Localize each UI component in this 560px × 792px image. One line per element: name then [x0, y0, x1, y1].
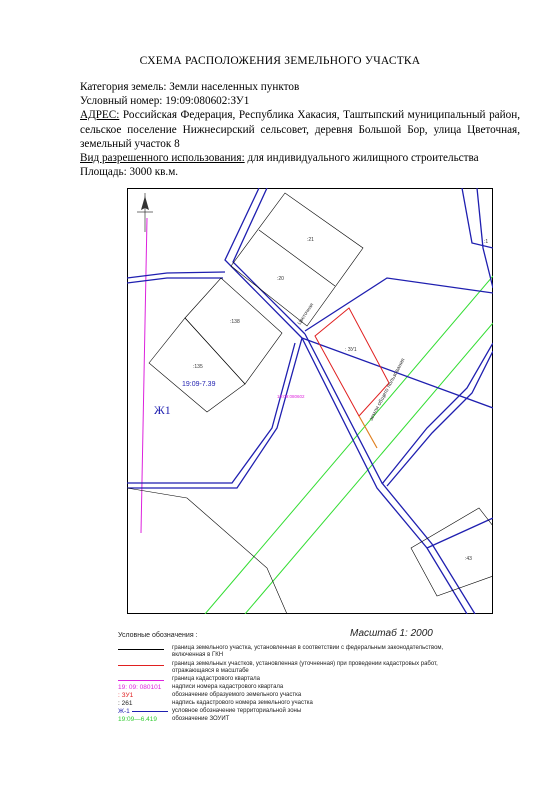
- common-use-label: земли общего пользования: [368, 357, 407, 422]
- parcel-135-label: :135: [193, 364, 203, 370]
- legend-heading: Условные обозначения :: [118, 632, 198, 639]
- parcel-43-label: :43: [465, 556, 472, 562]
- north-arrow-icon: [137, 193, 153, 232]
- land-category: Категория земель: Земли населенных пунктов: [80, 81, 300, 93]
- street-name-label: Цветочная: [296, 302, 316, 327]
- parcels: [127, 193, 493, 614]
- zouit-lines: [205, 276, 493, 614]
- legend-symbol-magenta-line: [118, 680, 164, 681]
- legend-item: 19: 09: 080101 надписи номера кадастрового квартала: [118, 684, 284, 691]
- block-number-label: 19:09:080602: [277, 394, 305, 399]
- zone-zh1-label: Ж1: [154, 403, 171, 417]
- legend-item: : ЗУ1 обозначение образуемого земельного участка: [118, 692, 302, 699]
- parcel-138-label: :138: [230, 319, 240, 325]
- parcel-zu1-label: : ЗУ1: [345, 347, 357, 353]
- use-label: Вид разрешенного использования:: [80, 152, 245, 165]
- legend-item: граница кадастрового квартала: [118, 676, 478, 688]
- address: [80, 108, 520, 151]
- quarter-boundary: [141, 218, 147, 533]
- permitted-use: [80, 151, 520, 165]
- parcel-info: [80, 80, 520, 179]
- legend-item: граница земельного участка, установленная в соответствии с федеральным законодательством, включенная в ГКН: [118, 645, 478, 657]
- parcel-21-label: :21: [307, 237, 314, 243]
- legend-item: : 261 надпись кадастрового номера земельного участка: [118, 700, 313, 707]
- legend-symbol-black-line: [118, 649, 164, 650]
- zone-ref-label: 19:09-7.39: [182, 381, 216, 388]
- address-text: Российская Федерация, Республика Хакасия, Таштыпский муниципальный район, сельское поселение Нижнесирский сельсовет, деревня Большой Бор, улица Цветочная, земельный участок 8: [80, 109, 520, 150]
- map-scale: Масштаб 1: 2000: [350, 628, 433, 639]
- conditional-number: Условный номер: 19:09:080602:ЗУ1: [80, 95, 250, 108]
- page-title: СХЕМА РАСПОЛОЖЕНИЯ ЗЕМЕЛЬНОГО УЧАСТКА: [139, 55, 421, 67]
- legend-item: Ж-1 условное обозначение территориальной зоны: [118, 708, 302, 715]
- use-text: для индивидуального жилищного строительства: [244, 152, 479, 165]
- parcel-20-label: :20: [277, 276, 284, 282]
- area: Площадь: 3000 кв.м.: [80, 166, 179, 179]
- address-label: АДРЕС:: [80, 109, 120, 122]
- legend-item: граница земельных участков, установленная (уточненная) при проведении кадастровых работ, отражающаяся в масштабе: [118, 661, 478, 673]
- legend-item: 19:09—6.419 обозначение ЗОУИТ: [118, 716, 230, 723]
- parcel-1-label: :1: [484, 239, 489, 245]
- legend-symbol-red-line: [118, 665, 164, 666]
- cadastral-map: [127, 188, 493, 614]
- map-frame: [128, 189, 493, 614]
- blue-boundaries: [127, 188, 493, 614]
